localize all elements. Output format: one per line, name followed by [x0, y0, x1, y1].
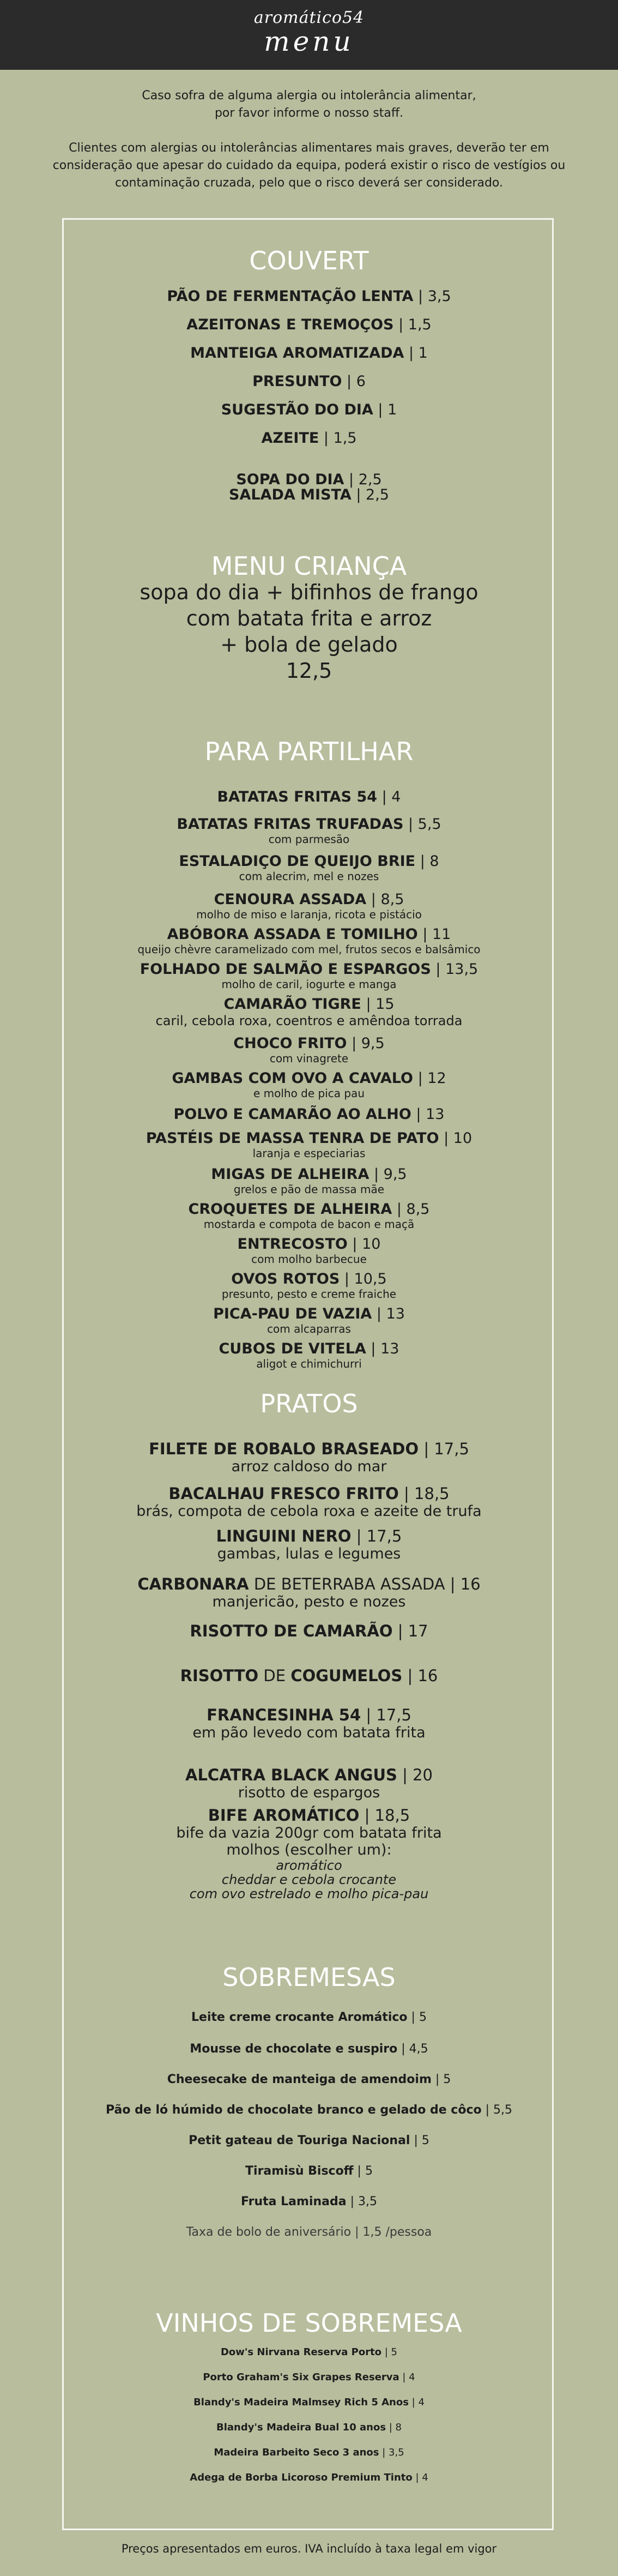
item-price: | 10,5	[340, 1271, 387, 1287]
menu-item	[0, 996, 618, 1028]
item-price: | 5	[381, 2346, 398, 2358]
item-price: | 17,5	[419, 1440, 469, 1458]
item-name: Mousse de chocolate e suspiro	[190, 2042, 398, 2056]
menu-item	[0, 1527, 618, 1562]
item-name: Porto Graham's Six Grapes Reserva	[203, 2372, 399, 2383]
item-name: BATATAS FRITAS TRUFADAS	[177, 816, 404, 833]
item-price: | 17	[392, 1622, 428, 1640]
kids-price: 12,5	[286, 659, 332, 683]
item-price: | 10	[347, 1236, 381, 1253]
item-description: com alcaparras	[267, 1322, 351, 1335]
item-name: MANTEIGA AROMATIZADA	[190, 345, 404, 362]
item-name: SALADA MISTA	[229, 486, 352, 503]
item-description: arroz caldoso do mar	[231, 1458, 387, 1475]
menu-item	[0, 853, 618, 882]
menu-item	[0, 345, 618, 362]
item-price: | 5,5	[403, 816, 441, 833]
kids-line: + bola de gelado	[220, 633, 398, 657]
item-name: Fruta Laminada	[241, 2195, 347, 2208]
section-heading-couvert: COUVERT	[249, 246, 369, 275]
item-name: SOPA DO DIA	[236, 471, 344, 488]
item-description: manjericão, pesto e nozes	[212, 1593, 406, 1610]
item-price: | 4	[412, 2472, 428, 2483]
menu-item	[0, 486, 618, 504]
item-price: | 17,5	[361, 1706, 411, 1724]
menu-item	[0, 1035, 618, 1064]
notice-line: consideração que apesar do cuidado da equipa, poderá existir o risco de vestígios ou	[52, 159, 566, 172]
item-name: ENTRECOSTO	[237, 1236, 348, 1253]
sauce-option: cheddar e cebola crocante	[221, 1872, 397, 1887]
menu-item	[0, 1340, 618, 1370]
menu-item	[0, 2396, 618, 2409]
menu-item	[0, 1484, 618, 1520]
item-price: | 13	[411, 1106, 445, 1123]
item-name: RISOTTO DE CAMARÃO	[190, 1622, 393, 1640]
menu-item	[0, 1070, 618, 1099]
restaurant-logo	[0, 9, 618, 56]
item-price: | 1,5	[393, 316, 432, 333]
menu-item	[0, 1575, 618, 1610]
sauce-option: com ovo estrelado e molho pica-pau	[189, 1886, 429, 1901]
menu-item	[0, 1201, 618, 1230]
item-name: Dow's Nirvana Reserva Porto	[220, 2346, 382, 2358]
item-description: em pão levedo com batata frita	[192, 1724, 426, 1741]
item-name: Madeira Barbeito Seco 3 anos	[214, 2447, 379, 2458]
item-name: CAMARÃO TIGRE	[223, 996, 361, 1013]
item-name: Pão de ló húmido de chocolate branco e gelado de côco	[106, 2103, 482, 2117]
item-description: laranja e especiarias	[252, 1147, 366, 1160]
item-description: brás, compota de cebola roxa e azeite de trufa	[136, 1503, 482, 1520]
allergy-notice	[0, 87, 618, 122]
menu-item	[0, 1622, 618, 1640]
menu-item	[0, 1766, 618, 1801]
item-price: | 5,5	[481, 2103, 512, 2117]
item-price: | 4	[408, 2397, 425, 2408]
item-price: | 17,5	[351, 1527, 402, 1545]
menu-item	[0, 1236, 618, 1265]
logo-brand: aromático54	[253, 8, 365, 27]
sauce-option: aromático	[276, 1858, 342, 1873]
item-description: e molho de pica pau	[253, 1087, 365, 1100]
item-price: | 10	[439, 1130, 472, 1147]
item-price: | 9,5	[369, 1166, 407, 1183]
item-name: BIFE AROMÁTICO	[208, 1806, 360, 1825]
item-description: com vinagrete	[269, 1052, 349, 1065]
notice-line: Caso sofra de alguma alergia ou intolerância alimentar,	[142, 89, 476, 103]
item-description: com molho barbecue	[251, 1253, 367, 1266]
item-name: LINGUINI NERO	[216, 1527, 352, 1545]
item-description: molho de miso e laranja, ricota e pistácio	[196, 908, 422, 921]
item-price: | 5	[407, 2011, 427, 2024]
item-price: | 3,5	[379, 2447, 404, 2458]
cake-fee-text: Taxa de bolo de aniversário | 1,5 /pessoa	[186, 2225, 432, 2239]
menu-item	[0, 961, 618, 990]
section-heading-pratos: PRATOS	[260, 1389, 358, 1418]
item-description: grelos e pão de massa mãe	[233, 1183, 385, 1196]
menu-item	[0, 789, 618, 806]
item-name: CARBONARA	[137, 1575, 249, 1593]
menu-item	[0, 2421, 618, 2434]
menu-item	[0, 1271, 618, 1300]
menu-item	[0, 2446, 618, 2459]
menu-item	[0, 2194, 618, 2210]
menu-item	[0, 926, 618, 955]
item-price: | 4,5	[397, 2042, 428, 2056]
menu-item	[0, 1106, 618, 1123]
item-price: | 18,5	[398, 1484, 450, 1503]
sauce-choice-label: molhos (escolher um):	[226, 1841, 392, 1858]
item-name: POLVO E CAMARÃO AO ALHO	[173, 1106, 411, 1123]
item-name: COGUMELOS	[290, 1666, 403, 1685]
item-price: | 18,5	[359, 1806, 410, 1825]
item-price: | 2,5	[351, 486, 389, 503]
menu-item	[0, 316, 618, 334]
item-price: | 15	[361, 996, 395, 1013]
item-price: | 8	[415, 853, 439, 870]
item-price: | 4	[399, 2372, 415, 2383]
menu-item	[0, 430, 618, 447]
menu-item	[0, 1666, 618, 1685]
item-name: Adega de Borba Licoroso Premium Tinto	[190, 2472, 413, 2483]
item-name: PRESUNTO	[252, 373, 342, 390]
item-price: | 2,5	[344, 471, 382, 488]
item-price: | 5	[353, 2164, 373, 2178]
item-name-connector: DE	[258, 1666, 291, 1685]
menu-item	[0, 2346, 618, 2359]
item-name: ABÓBORA ASSADA E TOMILHO	[167, 926, 418, 943]
menu-item	[0, 2471, 618, 2484]
item-price: | 6	[342, 373, 366, 390]
item-name: ESTALADIÇO DE QUEIJO BRIE	[179, 853, 416, 870]
menu-item	[0, 288, 618, 305]
item-description: molho de caril, iogurte e manga	[221, 978, 397, 991]
menu-item	[0, 1440, 618, 1475]
item-description: queijo chèvre caramelizado com mel, frutos secos e balsâmico	[137, 943, 481, 956]
item-name: BACALHAU FRESCO FRITO	[168, 1484, 399, 1503]
item-name: BATATAS FRITAS 54	[217, 789, 378, 805]
item-price: | 20	[397, 1766, 433, 1784]
menu-item	[0, 401, 618, 419]
notice-line: por favor informe o nosso staff.	[214, 106, 404, 120]
item-name: AZEITONAS E TREMOÇOS	[186, 316, 394, 333]
item-name: ALCATRA BLACK ANGUS	[185, 1766, 397, 1784]
item-name: PASTÉIS DE MASSA TENRA DE PATO	[146, 1130, 439, 1147]
item-description: presunto, pesto e creme fraiche	[221, 1287, 397, 1301]
section-heading-share: PARA PARTILHAR	[204, 737, 414, 766]
item-name: FOLHADO DE SALMÃO E ESPARGOS	[140, 961, 431, 978]
item-description: risotto de espargos	[238, 1784, 380, 1801]
kids-menu	[0, 579, 618, 684]
menu-item	[0, 1166, 618, 1195]
item-price: | 13,5	[431, 961, 478, 978]
item-description: aligot e chimichurri	[256, 1357, 362, 1370]
item-price: | 4	[377, 789, 401, 805]
menu-item	[0, 816, 618, 845]
price-footer: Preços apresentados em euros. IVA incluído à taxa legal em vigor	[121, 2542, 497, 2555]
item-name: Blandy's Madeira Malmsey Rich 5 Anos	[193, 2397, 409, 2408]
item-price: | 12	[413, 1070, 446, 1087]
menu-item	[0, 2072, 618, 2087]
item-name: Leite creme crocante Aromático	[191, 2011, 408, 2024]
item-price: | 5	[410, 2134, 429, 2147]
section-heading-sobremesas: SOBREMESAS	[222, 1963, 396, 1992]
logo-menu-word: menu	[264, 26, 354, 57]
menu-item	[0, 891, 618, 920]
notice-line: contaminação cruzada, pelo que o risco deverá ser considerado.	[114, 176, 503, 190]
item-name: CENOURA ASSADA	[214, 891, 367, 908]
menu-item	[0, 2103, 618, 2118]
menu-item	[0, 2133, 618, 2148]
item-price: | 13	[366, 1340, 399, 1357]
menu-item	[0, 1806, 618, 1901]
item-description: gambas, lulas e legumes	[217, 1545, 401, 1562]
item-description: mostarda e compota de bacon e maçã	[203, 1218, 415, 1231]
menu-item	[0, 2164, 618, 2179]
item-price: | 3,5	[346, 2195, 377, 2208]
item-price: | 8	[386, 2422, 402, 2433]
notice-line: Clientes com alergias ou intolerâncias alimentares mais graves, deverão ter em	[69, 141, 549, 155]
item-description: com alecrim, mel e nozes	[239, 870, 379, 883]
item-price: | 11	[417, 926, 451, 943]
menu-item	[0, 2010, 618, 2025]
item-price: | 8,5	[366, 891, 404, 908]
menu-item	[0, 1130, 618, 1159]
item-name: Cheesecake de manteiga de amendoim	[167, 2073, 432, 2086]
item-price: | 3,5	[413, 288, 451, 305]
item-name: CUBOS DE VITELA	[219, 1340, 366, 1357]
menu-item	[0, 2042, 618, 2057]
kids-line: sopa do dia + bifinhos de frango	[140, 580, 478, 604]
item-description: caril, cebola roxa, coentros e amêndoa torrada	[155, 1013, 463, 1028]
item-name: CHOCO FRITO	[233, 1035, 347, 1052]
item-name: GAMBAS COM OVO A CAVALO	[172, 1070, 413, 1087]
item-name: AZEITE	[261, 430, 319, 447]
item-price: DE BETERRABA ASSADA | 16	[249, 1575, 481, 1593]
item-description: bife da vazia 200gr com batata frita	[176, 1825, 442, 1841]
item-description: com parmesão	[268, 833, 350, 846]
section-heading-kids: MENU CRIANÇA	[211, 551, 407, 581]
item-price: | 5	[431, 2073, 451, 2086]
item-name: FRANCESINHA 54	[207, 1706, 361, 1724]
item-name: PICA-PAU DE VAZIA	[213, 1305, 372, 1322]
menu-item	[0, 2371, 618, 2384]
item-name: SUGESTÃO DO DIA	[221, 401, 373, 418]
item-name: OVOS ROTOS	[231, 1271, 340, 1287]
menu-item	[0, 1706, 618, 1741]
item-price: | 1	[373, 401, 397, 418]
item-name: FILETE DE ROBALO BRASEADO	[149, 1440, 419, 1458]
item-name: MIGAS DE ALHEIRA	[211, 1166, 369, 1183]
cross-contamination-notice	[0, 140, 618, 192]
item-name: PÃO DE FERMENTAÇÃO LENTA	[167, 288, 414, 305]
item-price: | 8,5	[392, 1201, 430, 1218]
cake-fee	[0, 2225, 618, 2240]
item-name: Tiramisù Biscoff	[245, 2164, 354, 2178]
section-heading-vinhos: VINHOS DE SOBREMESA	[156, 2308, 462, 2338]
item-name: Petit gateau de Touriga Nacional	[189, 2134, 410, 2147]
item-price: | 1	[404, 345, 428, 362]
item-price: | 9,5	[347, 1035, 385, 1052]
item-price: | 16	[402, 1666, 438, 1685]
item-name: RISOTTO	[180, 1666, 259, 1685]
menu-item	[0, 373, 618, 390]
item-name: Blandy's Madeira Bual 10 anos	[216, 2422, 386, 2433]
kids-line: com batata frita e arroz	[186, 606, 432, 630]
item-price: | 13	[372, 1305, 405, 1322]
item-price: | 1,5	[319, 430, 357, 447]
item-name: CROQUETES DE ALHEIRA	[188, 1201, 392, 1218]
menu-item	[0, 1305, 618, 1335]
